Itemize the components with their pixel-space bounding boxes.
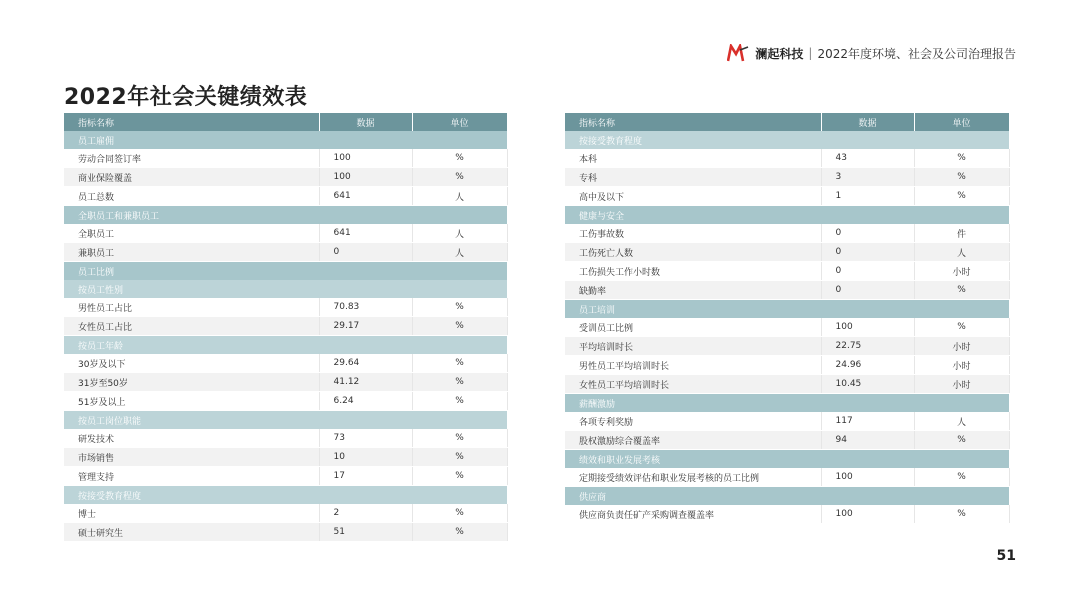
section-label: 按员工岗位职能 (64, 411, 507, 430)
metric-name: 工伤事故数 (565, 224, 821, 243)
metric-name: 51岁及以上 (64, 392, 319, 411)
metric-unit: % (412, 298, 507, 317)
metric-unit: % (412, 467, 507, 486)
section-label: 健康与安全 (565, 206, 1009, 225)
table-row (565, 412, 1009, 431)
metric-value: 100 (821, 468, 914, 487)
metric-name: 市场销售 (64, 448, 319, 467)
page-number: 51 (996, 548, 1016, 564)
metric-value: 100 (319, 168, 412, 187)
metric-value: 17 (319, 467, 412, 486)
table-row (64, 149, 507, 168)
metric-name: 兼职员工 (64, 243, 319, 262)
metric-value: 100 (319, 149, 412, 168)
metric-value: 51 (319, 523, 412, 542)
section-label: 员工雇佣 (64, 131, 507, 149)
metric-name: 各项专利奖励 (565, 412, 821, 431)
column-header-value: 数据 (319, 113, 412, 131)
metric-name: 工伤死亡人数 (565, 243, 821, 262)
metric-name: 31岁至50岁 (64, 373, 319, 392)
section-label: 员工比例 (64, 262, 507, 281)
header-separator: | (808, 46, 813, 60)
metric-name: 本科 (565, 149, 821, 168)
report-header (727, 44, 1016, 62)
metric-name: 全职员工 (64, 224, 319, 243)
metric-name: 股权激励综合覆盖率 (565, 431, 821, 450)
table-row (64, 429, 507, 448)
metric-unit: 人 (412, 243, 507, 262)
metric-name: 专科 (565, 168, 821, 187)
metric-name: 高中及以下 (565, 187, 821, 206)
metric-unit: 小时 (914, 375, 1009, 394)
metric-value: 0 (821, 281, 914, 300)
section-row (64, 206, 507, 225)
section-row (565, 206, 1009, 225)
subsection-row (64, 280, 507, 298)
metric-unit: 人 (914, 412, 1009, 431)
subsection-row (64, 411, 507, 430)
metric-unit: 人 (412, 224, 507, 243)
metric-value: 0 (821, 262, 914, 281)
section-label: 按员工性别 (64, 280, 507, 298)
section-row (565, 450, 1009, 469)
column-header-name: 指标名称 (64, 113, 319, 131)
table-row (64, 224, 507, 243)
metric-name: 商业保险覆盖 (64, 168, 319, 187)
table-header-row (64, 113, 507, 131)
table-row (565, 281, 1009, 300)
table-row (565, 243, 1009, 262)
metric-value: 3 (821, 168, 914, 187)
table-row (64, 298, 507, 317)
metric-value: 43 (821, 149, 914, 168)
table-row (64, 317, 507, 336)
metric-value: 70.83 (319, 298, 412, 317)
metric-unit: % (914, 505, 1009, 524)
metric-name: 供应商负责任矿产采购调查覆盖率 (565, 505, 821, 524)
table-row (565, 187, 1009, 206)
table-row (64, 168, 507, 187)
metric-unit: % (412, 392, 507, 411)
metric-value: 641 (319, 224, 412, 243)
metric-value: 117 (821, 412, 914, 431)
section-label: 薪酬激励 (565, 394, 1009, 413)
metric-name: 女性员工平均培训时长 (565, 375, 821, 394)
metric-value: 6.24 (319, 392, 412, 411)
section-label: 供应商 (565, 487, 1009, 506)
metric-unit: % (412, 429, 507, 448)
metric-unit: % (412, 168, 507, 187)
metric-name: 博士 (64, 504, 319, 523)
metric-name: 受训员工比例 (565, 318, 821, 337)
metric-name: 30岁及以下 (64, 354, 319, 373)
section-row (565, 300, 1009, 319)
page-title: 2022年社会关键绩效表 (64, 85, 308, 110)
metric-unit: % (412, 373, 507, 392)
section-label: 按接受教育程度 (565, 131, 1009, 149)
metric-unit: 件 (914, 224, 1009, 243)
metric-name: 缺勤率 (565, 281, 821, 300)
metric-value: 100 (821, 318, 914, 337)
metric-name: 平均培训时长 (565, 337, 821, 356)
column-header-unit: 单位 (914, 113, 1009, 131)
table-row (64, 354, 507, 373)
section-label: 按员工年龄 (64, 336, 507, 355)
table-row (64, 373, 507, 392)
table-row (565, 356, 1009, 375)
column-header-unit: 单位 (412, 113, 507, 131)
metric-value: 94 (821, 431, 914, 450)
section-row (64, 262, 507, 281)
metric-value: 10 (319, 448, 412, 467)
metric-name: 管理支持 (64, 467, 319, 486)
table-row (565, 318, 1009, 337)
table-row (565, 149, 1009, 168)
metric-unit: % (914, 149, 1009, 168)
metric-unit: 人 (914, 243, 1009, 262)
section-label: 按接受教育程度 (64, 486, 507, 505)
column-header-value: 数据 (821, 113, 914, 131)
metric-unit: 小时 (914, 262, 1009, 281)
metric-unit: % (914, 468, 1009, 487)
table-row (565, 505, 1009, 524)
table-row (64, 187, 507, 206)
metric-name: 男性员工占比 (64, 298, 319, 317)
metric-value: 100 (821, 505, 914, 524)
section-row (64, 131, 507, 149)
metric-unit: % (914, 168, 1009, 187)
metric-value: 41.12 (319, 373, 412, 392)
metric-value: 29.64 (319, 354, 412, 373)
metric-unit: % (914, 187, 1009, 206)
metric-value: 29.17 (319, 317, 412, 336)
section-row (565, 394, 1009, 413)
metric-value: 10.45 (821, 375, 914, 394)
metric-value: 641 (319, 187, 412, 206)
metric-name: 工伤损失工作小时数 (565, 262, 821, 281)
right-kpi-table (565, 113, 1010, 524)
table-row (565, 431, 1009, 450)
table-header-row (565, 113, 1009, 131)
section-label: 绩效和职业发展考核 (565, 450, 1009, 469)
metric-value: 24.96 (821, 356, 914, 375)
subsection-row (565, 131, 1009, 149)
subsection-row (64, 486, 507, 505)
metric-unit: 小时 (914, 337, 1009, 356)
table-row (64, 504, 507, 523)
table-row (565, 262, 1009, 281)
metric-unit: % (412, 448, 507, 467)
subsection-row (64, 336, 507, 355)
metric-unit: % (412, 504, 507, 523)
metric-unit: % (914, 318, 1009, 337)
metric-name: 硕士研究生 (64, 523, 319, 542)
table-row (565, 224, 1009, 243)
metric-unit: % (412, 149, 507, 168)
report-title: 2022年度环境、社会及公司治理报告 (817, 46, 1016, 61)
metric-unit: % (412, 523, 507, 542)
table-row (565, 168, 1009, 187)
metric-unit: % (914, 431, 1009, 450)
metric-name: 劳动合同签订率 (64, 149, 319, 168)
metric-value: 0 (319, 243, 412, 262)
metric-unit: % (412, 317, 507, 336)
table-row (565, 337, 1009, 356)
metric-value: 0 (821, 224, 914, 243)
company-logo-icon (727, 44, 749, 62)
metric-name: 研发技术 (64, 429, 319, 448)
table-row (64, 243, 507, 262)
metric-unit: 小时 (914, 356, 1009, 375)
metric-value: 1 (821, 187, 914, 206)
metric-name: 定期接受绩效评估和职业发展考核的员工比例 (565, 468, 821, 487)
metric-name: 男性员工平均培训时长 (565, 356, 821, 375)
table-row (64, 523, 507, 542)
metric-value: 2 (319, 504, 412, 523)
metric-value: 22.75 (821, 337, 914, 356)
column-header-name: 指标名称 (565, 113, 821, 131)
left-kpi-table (64, 113, 508, 542)
table-row (64, 448, 507, 467)
table-row (565, 375, 1009, 394)
table-row (64, 467, 507, 486)
metric-unit: % (914, 281, 1009, 300)
table-row (565, 468, 1009, 487)
section-label: 全职员工和兼职员工 (64, 206, 507, 225)
section-row (565, 487, 1009, 506)
table-row (64, 392, 507, 411)
metric-unit: % (412, 354, 507, 373)
section-label: 员工培训 (565, 300, 1009, 319)
metric-name: 女性员工占比 (64, 317, 319, 336)
brand-name: 澜起科技 (755, 46, 804, 61)
metric-unit: 人 (412, 187, 507, 206)
metric-value: 73 (319, 429, 412, 448)
metric-name: 员工总数 (64, 187, 319, 206)
metric-value: 0 (821, 243, 914, 262)
